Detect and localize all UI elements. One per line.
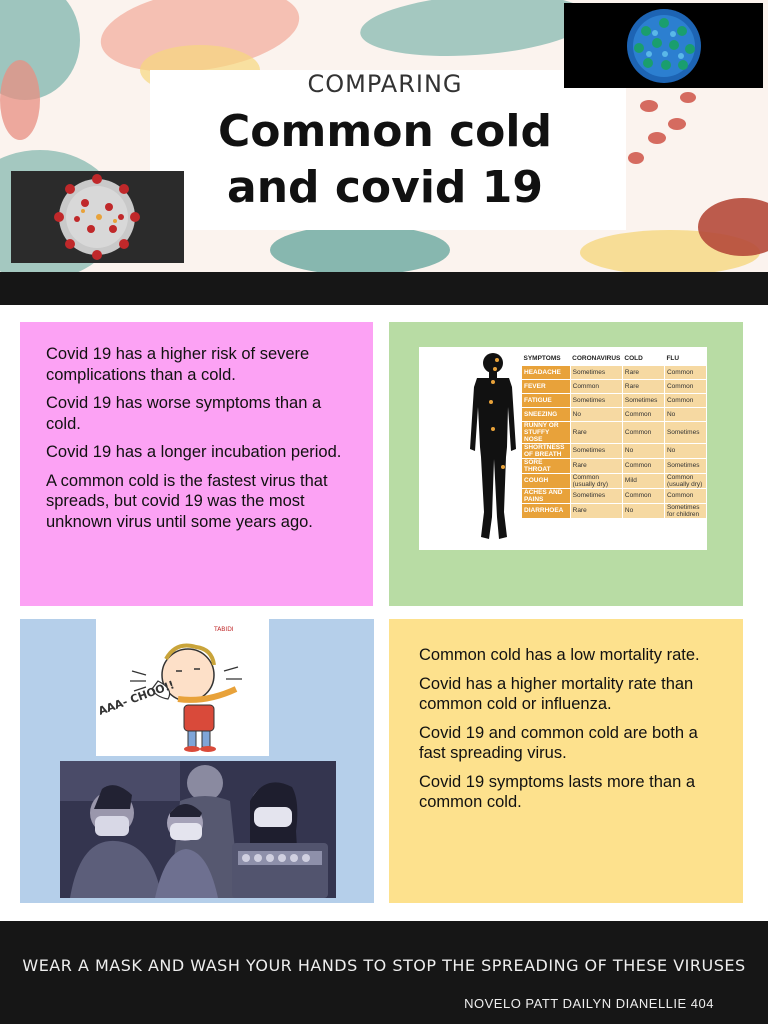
table-header-cell: FLU [666, 355, 680, 363]
table-cell: SNEEZING [522, 407, 571, 421]
page-title [150, 104, 620, 216]
people-wearing-masks-icon [60, 761, 336, 898]
pink-point-3: Covid 19 has a longer incubation period. [46, 443, 342, 461]
table-row [522, 407, 707, 421]
coronavirus-icon [11, 171, 184, 263]
table-cell: ACHES AND PAINS [522, 488, 571, 503]
pink-point-2: Covid 19 has worse symptoms than a cold. [46, 394, 322, 433]
pink-panel [20, 322, 373, 606]
table-cell: Sometimes [664, 421, 706, 443]
watercolor-blob [680, 92, 696, 103]
yellow-point-3: Covid 19 and common cold are both a fast spreading virus. [419, 723, 698, 762]
symptom-table-header [522, 353, 707, 365]
table-cell: DIARRHOEA [522, 503, 571, 518]
masked-people-photo [60, 761, 336, 898]
table-row [522, 473, 707, 488]
table-cell: Sometimes [570, 365, 622, 379]
table-cell: Rare [570, 421, 622, 443]
table-cell: Rare [570, 458, 622, 473]
table-cell: No [622, 503, 664, 518]
watercolor-blob [270, 225, 450, 272]
yellow-point-1: Common cold has a low mortality rate. [419, 646, 700, 664]
symptom-table [521, 353, 707, 519]
table-cell: No [664, 407, 706, 421]
table-cell: Rare [570, 503, 622, 518]
table-row [522, 503, 707, 518]
table-cell: Common [622, 488, 664, 503]
virus-image-blue [564, 3, 763, 88]
table-cell: Sometimes [570, 488, 622, 503]
title-line-1: Common cold [218, 106, 552, 157]
table-cell: RUNNY OR STUFFY NOSE [522, 421, 571, 443]
table-cell: Sometimes [570, 443, 622, 458]
sneeze-sound-text: AAA- CHOO!! [96, 678, 177, 718]
sneezing-child-icon [96, 619, 269, 756]
table-cell: Common [664, 379, 706, 393]
table-cell: FATIGUE [522, 393, 571, 407]
table-cell: Common (usually dry) [570, 473, 622, 488]
cartoon-brand-text: TABIDI [214, 626, 234, 633]
sneezing-cartoon-image [96, 619, 269, 756]
table-row [522, 488, 707, 503]
table-row [522, 458, 707, 473]
watercolor-blob [640, 100, 658, 112]
table-row [522, 365, 707, 379]
table-row [522, 443, 707, 458]
table-cell: Common [622, 407, 664, 421]
table-cell: Rare [622, 379, 664, 393]
title-line-2: and covid 19 [227, 162, 543, 213]
table-row [522, 421, 707, 443]
table-cell: HEADACHE [522, 365, 571, 379]
table-cell: FEVER [522, 379, 571, 393]
table-header-cell: CORONAVIRUS [572, 355, 621, 363]
table-cell: COUGH [522, 473, 571, 488]
table-cell: No [664, 443, 706, 458]
table-cell: Common [622, 458, 664, 473]
table-cell: Sometimes [622, 393, 664, 407]
human-silhouette-icon [419, 347, 519, 550]
pink-panel-text [46, 344, 346, 540]
table-cell: Common (usually dry) [664, 473, 706, 488]
symptom-chart-image [419, 347, 707, 550]
watercolor-blob [628, 152, 644, 164]
table-cell: SORE THROAT [522, 458, 571, 473]
watercolor-blob [648, 132, 666, 144]
header-divider-bar [0, 272, 768, 305]
table-row [522, 393, 707, 407]
yellow-panel [389, 619, 743, 903]
table-cell: Sometimes [664, 458, 706, 473]
table-cell: Common [570, 379, 622, 393]
table-cell: SHORTNESS OF BREATH [522, 443, 571, 458]
table-cell: No [622, 443, 664, 458]
table-cell: Common [664, 365, 706, 379]
pink-point-4: A common cold is the fastest virus that spreads, but covid 19 was the most unknown virus until some years ago. [46, 471, 328, 531]
blue-virus-icon [564, 3, 763, 88]
title-subtitle: COMPARING [307, 70, 463, 98]
footer-author: NOVELO PATT DAILYN DIANELLIE 404 [464, 996, 714, 1011]
table-cell: Mild [622, 473, 664, 488]
yellow-point-4: Covid 19 symptoms lasts more than a common cold. [419, 772, 696, 811]
table-cell: Common [622, 421, 664, 443]
header-watercolor [0, 0, 768, 272]
table-cell: Rare [622, 365, 664, 379]
watercolor-blob [668, 118, 686, 130]
pink-point-1: Covid 19 has a higher risk of severe complications than a cold. [46, 345, 310, 384]
yellow-panel-text [419, 645, 719, 821]
table-cell: No [570, 407, 622, 421]
footer-message: WEAR A MASK AND WASH YOUR HANDS TO STOP THE SPREADING OF THESE VIRUSES [22, 956, 746, 975]
table-header-cell: SYMPTOMS [523, 355, 561, 363]
table-cell: Sometimes for children [664, 503, 706, 518]
table-cell: Sometimes [570, 393, 622, 407]
table-row [522, 379, 707, 393]
table-cell: Common [664, 393, 706, 407]
table-header-cell: COLD [624, 355, 643, 363]
table-cell: Common [664, 488, 706, 503]
watercolor-blob [0, 60, 40, 140]
yellow-point-2: Covid has a higher mortality rate than common cold or influenza. [419, 674, 694, 713]
virus-image-red [11, 171, 184, 263]
watercolor-blob [358, 0, 592, 63]
